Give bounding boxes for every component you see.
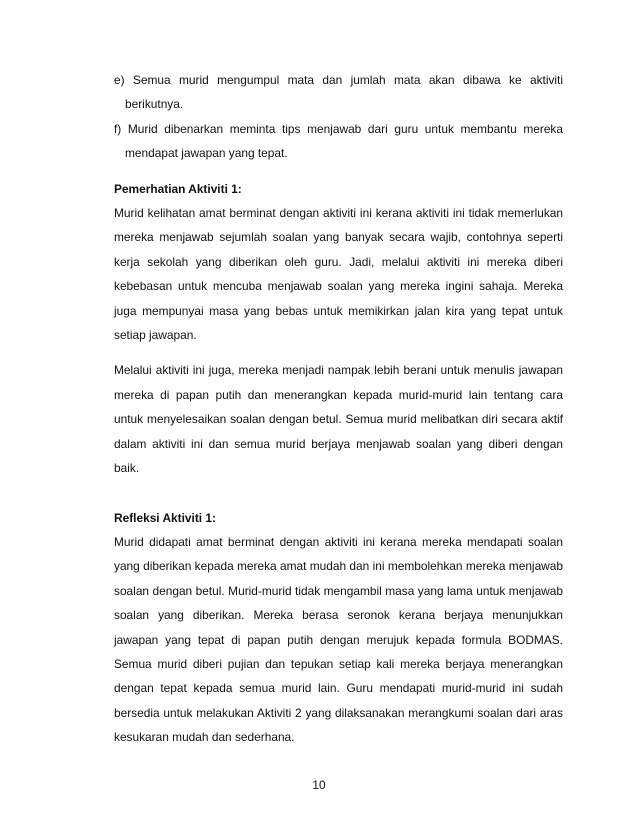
list-item-f: f) Murid dibenarkan meminta tips menjawab dari guru untuk membantu mereka mendapat jawapan yang tepat. — [114, 121, 563, 161]
pemerhatian-paragraph-2: Melalui aktiviti ini juga, mereka menjadi nampak lebih berani untuk menulis jawapan mereka di papan putih dan menerangkan kepada murid-murid lain tentang cara untuk menyelesaikan soalan dengan betul. Semua murid melibatkan diri secara aktif dalam aktiviti ini dan semua murid berjaya menjawab soalan yang diberi dengan baik. — [114, 363, 563, 476]
page-content — [114, 68, 563, 750]
list-item-e: e) Semua murid mengumpul mata dan jumlah mata akan dibawa ke aktiviti berikutnya. — [114, 73, 563, 112]
section-heading-refleksi: Refleksi Aktiviti 1: — [114, 510, 216, 525]
refleksi-paragraph-1: Murid didapati amat berminat dengan aktiviti ini kerana mereka mendapati soalan yang diberikan kepada mereka amat mudah dan ini membolehkan mereka menjawab soalan dengan betul. Murid-murid tidak mengambil masa yang lama untuk menjawab soalan yang diberikan. Mereka berasa seronok kerana berjaya menunjukkan jawapan yang tepat di papan putih dengan merujuk kepada formula BODMAS. Semua murid diberi pujian dan tepukan setiap kali mereka berjaya menerangkan dengan tepat kepada semua murid lain. Guru mendapati murid-murid ini sudah bersedia untuk melakukan Aktiviti 2 yang dilaksanakan merangkumi soalan dari aras kesukaran mudah dan sederhana. — [114, 534, 563, 745]
spacer — [114, 481, 563, 506]
section-heading-pemerhatian: Pemerhatian Aktiviti 1: — [114, 181, 242, 196]
pemerhatian-paragraph-1: Murid kelihatan amat berminat dengan aktiviti ini kerana aktiviti ini tidak memerlukan mereka menjawab sejumlah soalan yang banyak secara wajib, contohnya seperti kerja sekolah yang diberikan oleh guru. Jadi, melalui aktiviti ini mereka diberi kebebasan untuk mencuba menjawab soalan yang mereka ingini sahaja. Mereka juga mempunyai masa yang bebas untuk memikirkan jalan kira yang tepat untuk setiap jawapan. — [114, 206, 563, 343]
spacer — [114, 166, 563, 177]
page-number: 10 — [312, 778, 326, 792]
spacer — [114, 347, 563, 358]
